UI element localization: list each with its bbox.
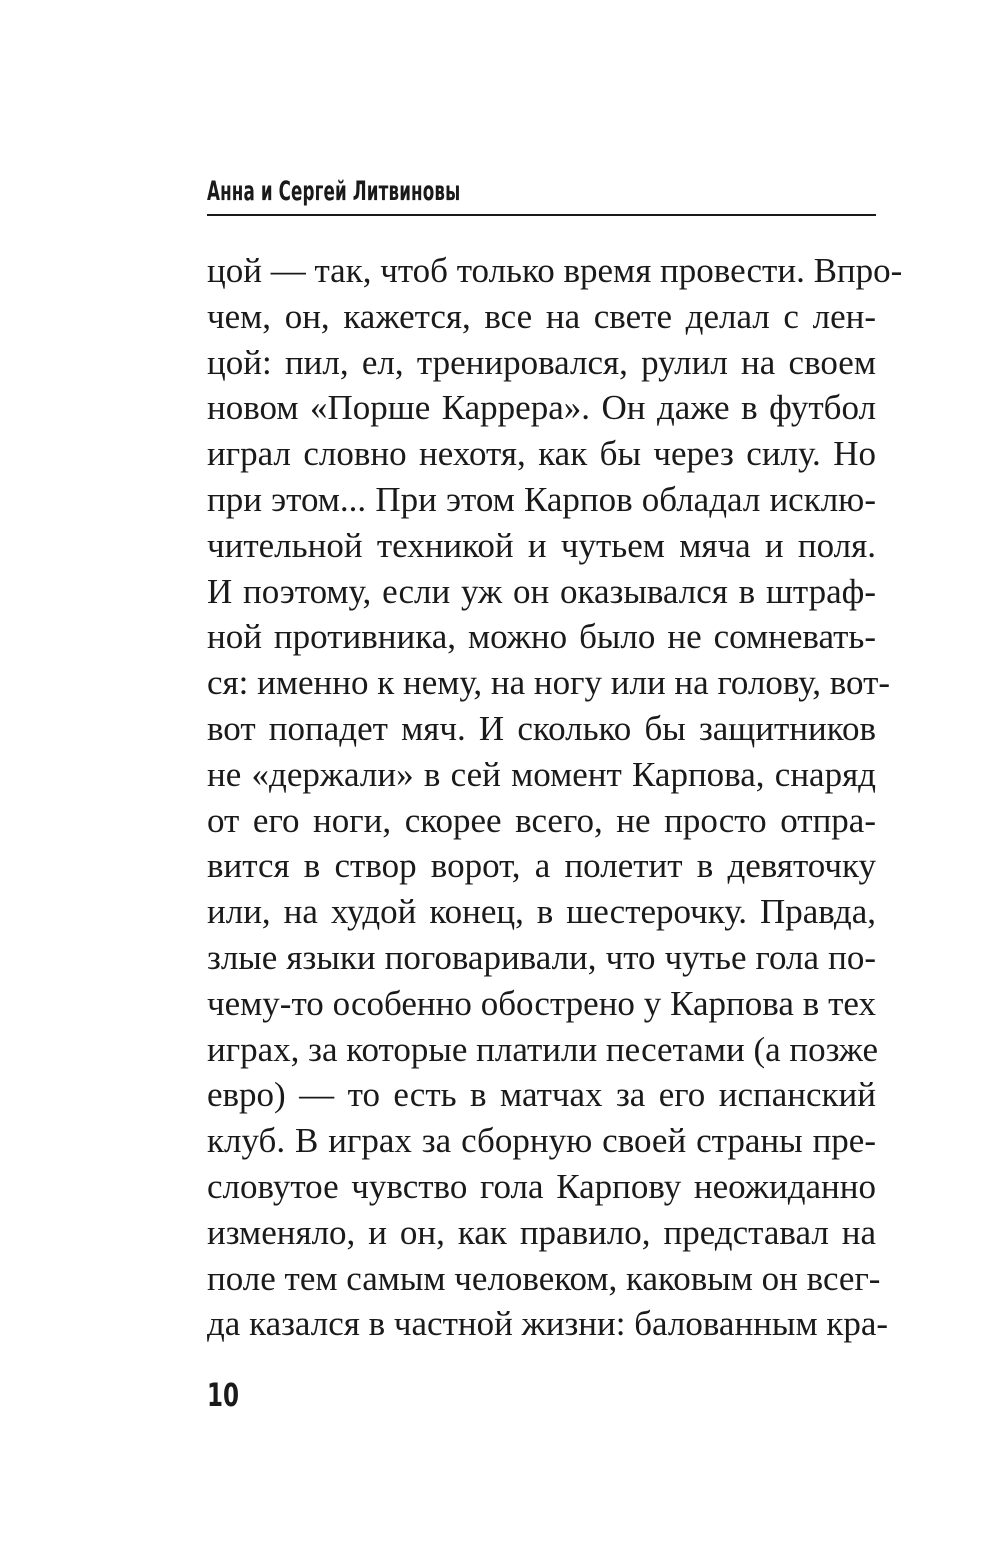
running-head: Анна и Сергей Литвиновы (207, 176, 461, 207)
text-line: играх, за которые платили песетами (а позже (207, 1029, 879, 1069)
text-line: вот попадет мяч. И сколько бы защитников (207, 708, 876, 748)
text-line: И поэтому, если уж он оказывался в штраф- (207, 571, 876, 611)
text-line: да казался в частной жизни: балованным кра- (207, 1304, 889, 1344)
text-line: новом «Порше Каррера». Он даже в футбол (207, 388, 876, 428)
text-line: от его ноги, скорее всего, не просто отпра- (207, 800, 876, 840)
text-line: изменяло, и он, как правило, представал на (207, 1212, 876, 1252)
text-line: евро) — то есть в матчах за его испанский (207, 1075, 876, 1115)
text-line: чему-то особенно обострено у Карпова в тех (207, 983, 876, 1023)
body-text (207, 248, 903, 1347)
text-line: не «держали» в сей момент Карпова, снаряд (207, 754, 876, 794)
text-line: чительной техникой и чутьем мяча и поля. (207, 525, 876, 565)
text-line: чем, он, кажется, все на свете делал с лен- (207, 296, 876, 336)
text-line: поле тем самым человеком, каковым он всег- (207, 1258, 881, 1298)
text-line: ся: именно к нему, на ногу или на голову, вот- (207, 663, 891, 703)
text-line: словутое чувство гола Карпову неожиданно (207, 1166, 876, 1206)
text-line: клуб. В играх за сборную своей страны пре- (207, 1121, 876, 1161)
text-line: злые языки поговаривали, что чутье гола по- (207, 937, 876, 977)
text-line: или, на худой конец, в шестерочку. Правда, (207, 892, 876, 932)
header-rule (207, 214, 876, 216)
text-line: при этом... При этом Карпов обладал исклю- (207, 479, 876, 519)
text-line: цой — так, чтоб только время провести. Впро- (207, 251, 903, 290)
text-line: цой: пил, ел, тренировался, рулил на своем (207, 342, 876, 382)
text-line: ной противника, можно было не сомневать- (207, 617, 876, 657)
text-line: играл словно нехотя, как бы через силу. Но (207, 434, 876, 474)
page-number: 10 (207, 1376, 240, 1414)
text-line: вится в створ ворот, а полетит в девяточку (207, 846, 876, 886)
